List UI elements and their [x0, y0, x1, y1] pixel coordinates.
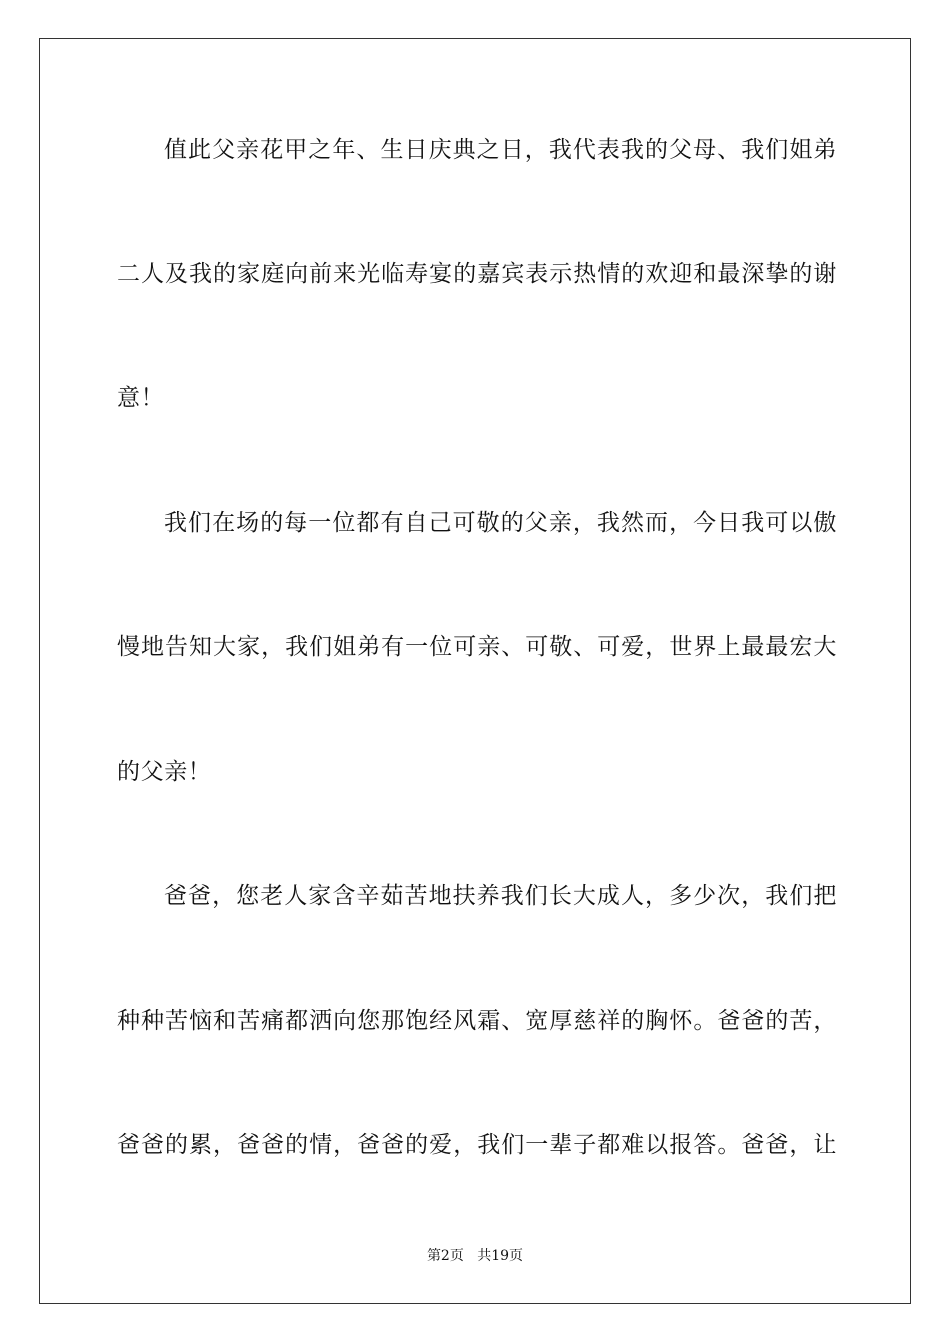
paragraph-3-line-1: 爸爸，您老人家含辛茹苦地扶养我们长大成人，多少次，我们把 — [164, 883, 837, 909]
paragraph-3-line-3: 爸爸的累，爸爸的情，爸爸的爱，我们一辈子都难以报答。爸爸，让 — [117, 1132, 837, 1158]
page-total: 共19页 — [477, 1248, 524, 1264]
page-border — [39, 38, 911, 1304]
paragraph-2-line-2: 慢地告知大家，我们姐弟有一位可亲、可敬、可爱，世界上最最宏大 — [117, 634, 837, 660]
paragraph-2-line-1: 我们在场的每一位都有自己可敬的父亲，我然而，今日我可以傲 — [164, 510, 837, 536]
paragraph-2-line-3: 的父亲！ — [117, 759, 212, 785]
page-number: 第2页 — [426, 1248, 464, 1264]
paragraph-1-line-2: 二人及我的家庭向前来光临寿宴的嘉宾表示热情的欢迎和最深挚的谢 — [117, 261, 837, 287]
paragraph-1-line-1: 值此父亲花甲之年、生日庆典之日，我代表我的父母、我们姐弟 — [164, 137, 837, 163]
paragraph-1-line-3: 意！ — [117, 385, 165, 411]
page-footer — [0, 1246, 950, 1266]
paragraph-3-line-2: 种种苦恼和苦痛都洒向您那饱经风霜、宽厚慈祥的胸怀。爸爸的苦， — [117, 1008, 837, 1034]
